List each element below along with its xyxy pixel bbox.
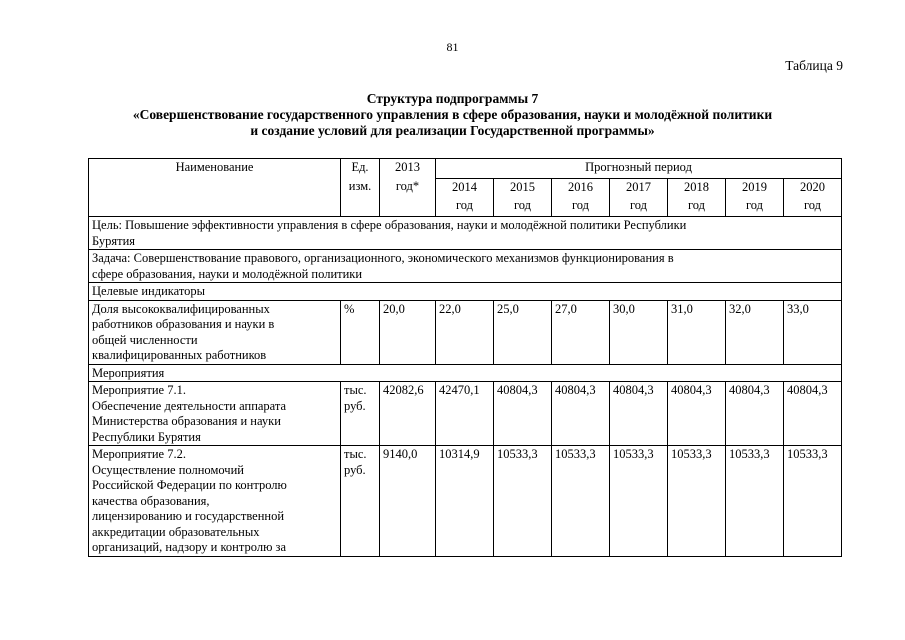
header-name: Наименование (89, 159, 341, 179)
measure-value: 10533,3 (784, 446, 842, 557)
header-year: 2016 (552, 178, 610, 197)
measure-value: 40804,3 (552, 382, 610, 446)
indicator-base-value: 20,0 (380, 300, 436, 364)
measure-name-line: Осуществление полномочий (92, 462, 244, 477)
measure-row-7-2 (89, 446, 842, 557)
indicator-unit: % (341, 300, 380, 364)
header-year-unit: год (668, 197, 726, 217)
measure-unit-line: тыс. (344, 447, 367, 461)
measure-value: 40804,3 (610, 382, 668, 446)
header-name-cont (89, 178, 341, 197)
indicator-row (89, 300, 842, 364)
document-title (40, 91, 865, 139)
header-year-unit: год (552, 197, 610, 217)
measure-name-line: Мероприятие 7.1. (92, 383, 186, 397)
measure-name-line: Министерства образования и науки (92, 414, 281, 428)
task-row (89, 250, 842, 283)
header-row-2 (89, 178, 842, 197)
header-unit-2: изм. (341, 178, 380, 197)
goal-row (89, 217, 842, 250)
header-base-year-1: 2013 (380, 159, 436, 179)
goal-cell (89, 217, 842, 250)
task-line-2: сфере образования, науки и молодёжной политики (92, 266, 363, 281)
indicators-section-title: Целевые индикаторы (89, 283, 842, 301)
measure-unit (341, 382, 380, 446)
measure-value: 40804,3 (668, 382, 726, 446)
measure-row-7-1 (89, 382, 842, 446)
measure-unit-line: руб. (344, 398, 366, 413)
header-year: 2015 (494, 178, 552, 197)
measure-value: 40804,3 (784, 382, 842, 446)
table-label: Таблица 9 (785, 58, 843, 73)
measure-value: 10533,3 (552, 446, 610, 557)
measure-unit-line: тыс. (344, 383, 367, 397)
indicator-name (89, 300, 341, 364)
indicators-section-row (89, 283, 842, 301)
goal-line-1: Цель: Повышение эффективности управления в сфере образования, науки и молодёжной политики Республики (92, 218, 687, 232)
title-line-2: «Совершенствование государственного управления в сфере образования, науки и молодёжной политики (132, 107, 773, 122)
measure-value: 10533,3 (610, 446, 668, 557)
indicator-name-line: общей численности (92, 332, 198, 347)
measure-value: 10314,9 (436, 446, 494, 557)
measures-section-row (89, 364, 842, 382)
measure-name-line: аккредитации образовательных (92, 524, 260, 539)
measure-base-value: 9140,0 (380, 446, 436, 557)
header-row-3 (89, 197, 842, 217)
indicator-value: 33,0 (784, 300, 842, 364)
indicator-name-line: Доля высококвалифицированных (92, 301, 270, 316)
header-year: 2017 (610, 178, 668, 197)
measure-value: 40804,3 (494, 382, 552, 446)
header-year: 2014 (436, 178, 494, 197)
measure-name-line: Обеспечение деятельности аппарата (92, 398, 287, 413)
header-unit-1: Ед. (341, 159, 380, 179)
indicator-name-line: квалифицированных работников (92, 348, 267, 362)
measure-name-line: организаций, надзору и контролю за (92, 540, 287, 554)
task-line-1: Задача: Совершенствование правового, организационного, экономического механизмов функционирования в (92, 251, 674, 265)
header-year: 2018 (668, 178, 726, 197)
header-base-year-2: год* (380, 178, 436, 197)
measure-name-line: Российской Федерации по контролю (92, 478, 287, 492)
measure-value: 10533,3 (726, 446, 784, 557)
measure-value: 40804,3 (726, 382, 784, 446)
indicator-value: 32,0 (726, 300, 784, 364)
indicator-value: 25,0 (494, 300, 552, 364)
indicator-value: 22,0 (436, 300, 494, 364)
measure-value: 42470,1 (436, 382, 494, 446)
header-year-unit: год (436, 197, 494, 217)
indicator-value: 27,0 (552, 300, 610, 364)
indicator-name-line: работников образования и науки в (92, 317, 275, 331)
indicator-value: 31,0 (668, 300, 726, 364)
measure-name-line: Мероприятие 7.2. (92, 447, 186, 461)
title-line-3: и создание условий для реализации Государственной программы» (250, 123, 655, 138)
subprogram-structure-table (88, 158, 842, 557)
header-year-unit: год (726, 197, 784, 217)
measure-unit-line: руб. (344, 462, 366, 477)
measure-value: 10533,3 (668, 446, 726, 557)
measure-value: 10533,3 (494, 446, 552, 557)
header-year-unit: год (784, 197, 842, 217)
measure-unit (341, 446, 380, 557)
header-year-unit: год (494, 197, 552, 217)
indicator-value: 30,0 (610, 300, 668, 364)
measure-name-line: лицензированию и государственной (92, 509, 285, 523)
measures-section-title: Мероприятия (89, 364, 842, 382)
header-year-unit: год (610, 197, 668, 217)
page-number: 81 (446, 40, 459, 54)
measure-base-value: 42082,6 (380, 382, 436, 446)
header-year: 2020 (784, 178, 842, 197)
measure-name-line: качества образования, (92, 493, 210, 508)
measure-name (89, 446, 341, 557)
measure-name-line: Республики Бурятия (92, 429, 201, 444)
header-year: 2019 (726, 178, 784, 197)
header-forecast: Прогнозный период (436, 159, 842, 179)
goal-line-2: Бурятия (92, 233, 136, 248)
task-cell (89, 250, 842, 283)
header-row-1 (89, 159, 842, 179)
measure-name (89, 382, 341, 446)
title-line-1: Структура подпрограммы 7 (366, 91, 539, 106)
